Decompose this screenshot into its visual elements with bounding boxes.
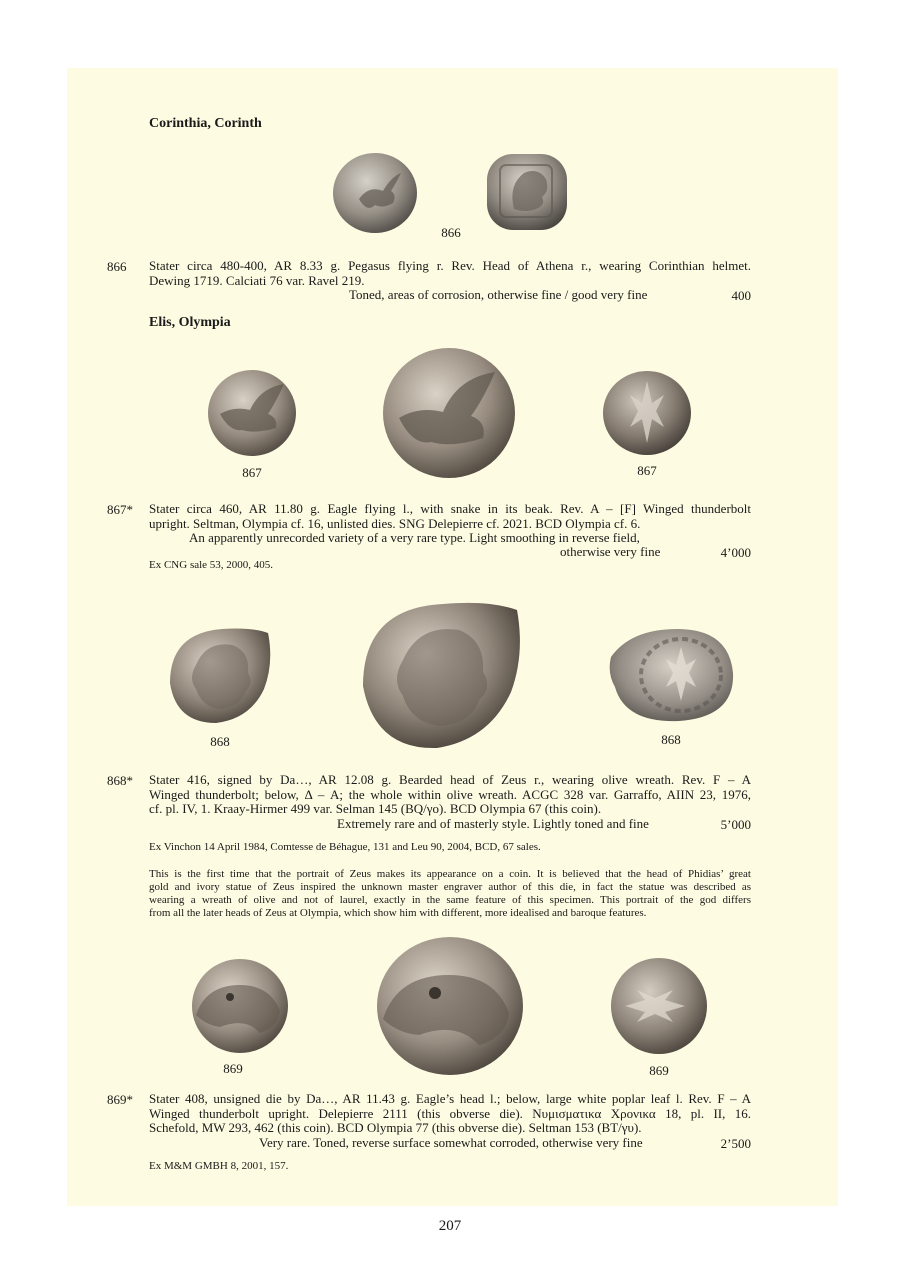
lot-price: 2’500	[720, 1136, 751, 1151]
description-line: Stater circa 480-400, AR 8.33 g. Pegasus flying r. Rev. Head of Athena r., wearing Corinthian helmet.	[149, 258, 751, 273]
coin-caption: 867	[242, 465, 262, 480]
coin-caption: 868	[661, 732, 681, 747]
coin-caption: 869	[649, 1063, 669, 1078]
description-line: upright. Seltman, Olympia cf. 16, unlisted dies. SNG Delepierre cf. 2021. BCD Olympia cf. 6.	[149, 515, 641, 531]
description-line: Winged thunderbolt upright. Delepierre 2111 (this obverse die). Νυμισματικα Χρονικα 18, pl. II, 16.	[149, 1105, 751, 1121]
coin-867-obverse-eagle	[206, 368, 298, 458]
lot-number: 868*	[107, 773, 133, 788]
lot-number: 867*	[107, 502, 133, 517]
lot-description	[149, 259, 751, 288]
lot-provenance: Ex Vinchon 14 April 1984, Comtesse de Béhague, 131 and Leu 90, 2004, BCD, 67 sales.	[149, 841, 541, 853]
note-line: from all the later heads of Zeus at Olympia, which show him with different, more idealised and baroque features.	[149, 907, 647, 919]
lot-provenance: Ex CNG sale 53, 2000, 405.	[149, 559, 274, 571]
coin-869-reverse-thunderbolt	[609, 956, 709, 1056]
coin-868-reverse-wreath	[609, 627, 735, 723]
lot-price: 4’000	[720, 545, 751, 560]
section-heading-corinth: Corinthia, Corinth	[149, 116, 262, 131]
description-line: Stater circa 460, AR 11.80 g. Eagle flying l., with snake in its beak. Rev. A – [F] Winged thunderbolt	[149, 501, 751, 516]
note-line: This is the first time that the portrait of Zeus makes its appearance on a coin. It is believed that the head of Phidias’ great	[149, 868, 751, 880]
description-line: Winged thunderbolt; below, Δ – A; the whole within olive wreath. ACGC 328 var. Garraffo, AIIN 23, 1976,	[149, 786, 751, 802]
coin-867-obverse-eagle-enlarged	[381, 346, 517, 480]
lot-grade: Toned, areas of corrosion, otherwise fine / good very fine	[349, 287, 648, 302]
lot-number: 866	[107, 259, 127, 274]
lot-price: 400	[731, 288, 751, 303]
coin-caption: 869	[223, 1061, 243, 1076]
coin-869-obverse-eagle-head	[190, 957, 290, 1055]
note-line: gold and ivory statue of Zeus inspired the unknown master engraver author of this die, in fact the statue was described as	[149, 881, 751, 893]
coin-caption: 866	[441, 225, 461, 240]
description-line: Stater 416, signed by Da…, AR 12.08 g. Bearded head of Zeus r., wearing olive wreath. Rev. F – A	[149, 772, 751, 787]
lot-description	[149, 1092, 751, 1136]
lot-note	[149, 868, 751, 920]
coin-caption: 867	[637, 463, 657, 478]
description-line: Schefold, MW 293, 462 (this coin). BCD Olympia 77 (this obverse die). Seltman 153 (BT/γυ).	[149, 1120, 642, 1135]
coin-caption: 868	[210, 734, 230, 749]
lot-price: 5’000	[720, 817, 751, 832]
note-line: wearing a wreath of olive and not of laurel, exactly in the same feature of this specimen. This portrait of the god differs	[149, 894, 751, 906]
coin-868-obverse-zeus	[166, 625, 276, 725]
lot-description	[149, 773, 751, 817]
coin-867-reverse-thunderbolt	[601, 369, 693, 457]
lot-number: 869*	[107, 1092, 133, 1107]
description-line: Dewing 1719. Calciati 76 var. Ravel 219.	[149, 272, 365, 288]
lot-grade: Very rare. Toned, reverse surface somewhat corroded, otherwise very fine	[259, 1135, 643, 1150]
coin-866-obverse-pegasus	[331, 151, 419, 235]
coin-868-obverse-zeus-enlarged	[359, 600, 525, 752]
lot-description	[149, 502, 751, 531]
lot-grade: Extremely rare and of masterly style. Lightly toned and fine	[337, 816, 649, 831]
coin-869-obverse-eagle-head-enlarged	[375, 935, 525, 1077]
description-line: Stater 408, unsigned die by Da…, AR 11.43 g. Eagle’s head l.; below, large white poplar leaf l. Rev. F – A	[149, 1091, 751, 1106]
coin-866-reverse-athena	[484, 151, 570, 233]
lot-provenance: Ex M&M GMBH 8, 2001, 157.	[149, 1160, 289, 1172]
lot-grade: An apparently unrecorded variety of a very rare type. Light smoothing in reverse field,	[189, 530, 640, 545]
lot-grade: otherwise very fine	[560, 544, 661, 559]
section-heading-olympia: Elis, Olympia	[149, 315, 231, 330]
page-number: 207	[438, 1218, 462, 1234]
description-line: cf. pl. IV, 1. Kraay-Hirmer 499 var. Selman 145 (BQ/γο). BCD Olympia 67 (this coin).	[149, 801, 602, 816]
